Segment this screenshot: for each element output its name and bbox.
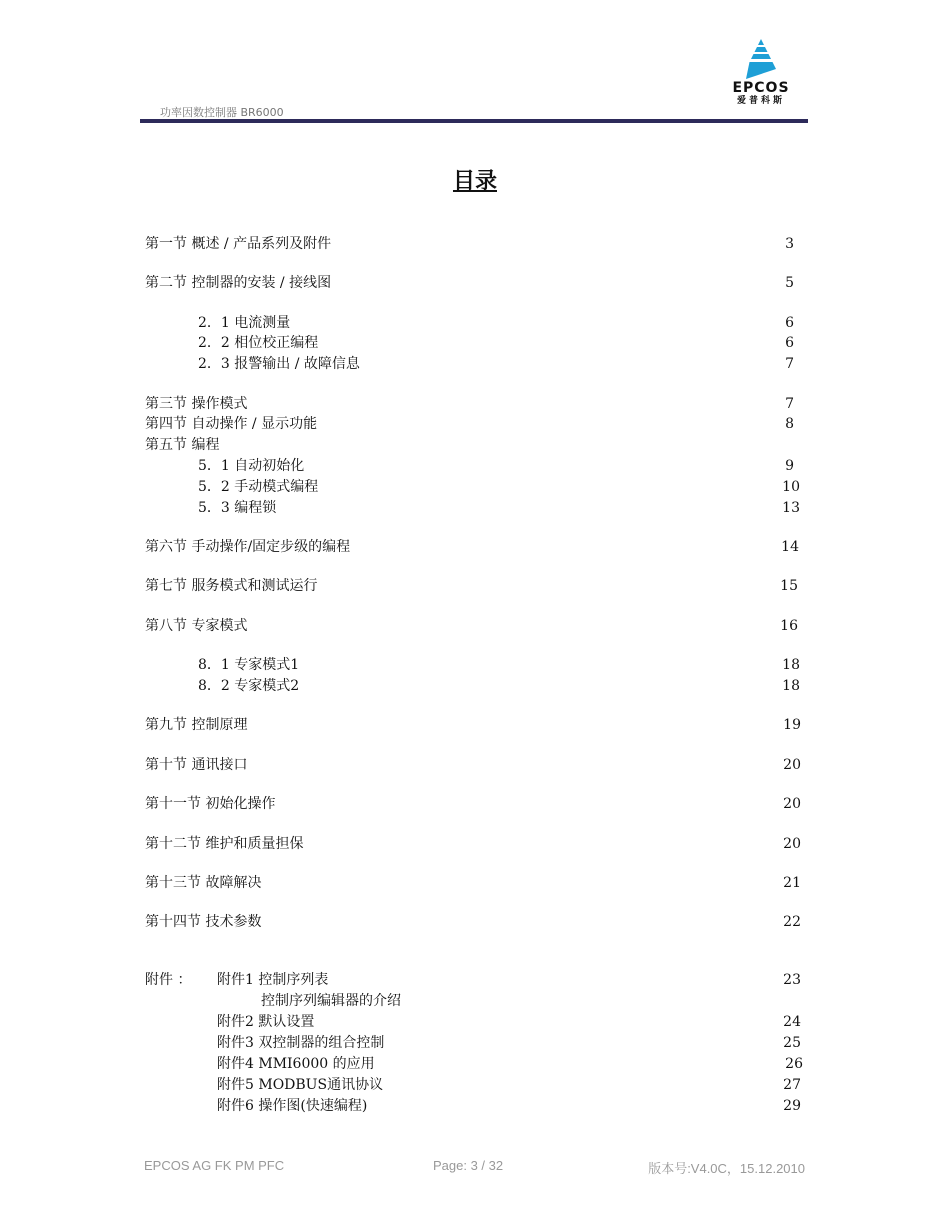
toc-entry[interactable] [145, 755, 801, 775]
toc-entry-label: 第二节 控制器的安装 / 接线图 [145, 275, 332, 291]
toc-entry[interactable] [217, 1033, 801, 1053]
epcos-logo-icon [740, 38, 782, 80]
toc-entry-page: 13 [782, 500, 800, 516]
toc-entry[interactable] [198, 498, 800, 518]
toc-entry-page: 23 [783, 972, 801, 988]
toc-entry[interactable] [145, 912, 801, 932]
toc-entry-page: 24 [783, 1014, 801, 1030]
toc-entry[interactable] [217, 1075, 801, 1095]
toc-entry[interactable] [145, 834, 801, 854]
toc-entry-page: 15 [780, 578, 798, 594]
toc-entry-label: 第六节 手动操作/固定步级的编程 [145, 539, 351, 555]
toc-entry-page: 3 [785, 236, 794, 252]
toc-entry[interactable] [145, 537, 799, 557]
toc-entry-page: 5 [785, 275, 794, 291]
logo-wordmark: EPCOS [732, 80, 790, 96]
toc-entry-page: 6 [785, 315, 794, 331]
toc-entry[interactable] [198, 313, 794, 333]
footer-version: 版本号:V4.0C，15.12.2010 [648, 1161, 805, 1176]
toc-entry-page: 16 [780, 618, 798, 634]
toc-entry-label: 第三节 操作模式 [145, 396, 248, 412]
toc-entry[interactable] [145, 234, 794, 254]
toc-entry-page: 25 [783, 1035, 801, 1051]
toc-entry[interactable] [217, 970, 801, 990]
toc-entry[interactable] [198, 354, 794, 374]
toc-entry-label: 8．2 专家模式2 [198, 678, 300, 694]
toc-entry-label: 附件2 默认设置 [217, 1014, 315, 1030]
toc-entry-page: 22 [783, 914, 801, 930]
document-header-title: 功率因数控制器 BR6000 [160, 106, 284, 119]
toc-entry-label: 2．2 相位校正编程 [198, 335, 319, 351]
toc-entry[interactable] [198, 456, 794, 476]
toc-entry-label: 第十四节 技术参数 [145, 914, 262, 930]
toc-entry-page: 20 [783, 757, 801, 773]
toc-entry-label: 5．3 编程锁 [198, 500, 277, 516]
toc-entry[interactable] [198, 333, 794, 353]
toc-entry-label: 第十一节 初始化操作 [145, 796, 276, 812]
footer-company: EPCOS AG FK PM PFC [144, 1158, 285, 1173]
toc-entry-label: 第五节 编程 [145, 437, 220, 453]
toc-entry-page: 6 [785, 335, 794, 351]
toc-entry[interactable] [145, 394, 794, 414]
toc-entry[interactable] [261, 991, 801, 1011]
toc-entry-page: 7 [785, 356, 794, 372]
toc-entry-label: 第十节 通讯接口 [145, 757, 248, 773]
toc-entry-page: 20 [783, 796, 801, 812]
toc-entry[interactable] [145, 435, 794, 455]
toc-entry [145, 970, 205, 990]
toc-title: 目录 [452, 169, 497, 194]
toc-entry-page: 7 [785, 396, 794, 412]
toc-entry-label: 第十二节 维护和质量担保 [145, 836, 304, 852]
toc-entry[interactable] [217, 1054, 803, 1074]
toc-entry-label: 附件1 控制序列表 [217, 972, 329, 988]
footer-page-number: Page: 3 / 32 [433, 1158, 504, 1173]
toc-entry-label: 2．3 报警输出 / 故障信息 [198, 356, 360, 372]
toc-entry-label: 第十三节 故障解决 [145, 875, 262, 891]
toc-entry[interactable] [198, 477, 800, 497]
toc-entry-label: 第八节 专家模式 [145, 618, 248, 634]
toc-entry-page: 21 [783, 875, 801, 891]
toc-entry-page: 20 [783, 836, 801, 852]
logo-subtitle: 爱普科斯 [736, 96, 785, 106]
toc-entry-page: 8 [785, 416, 794, 432]
toc-entry[interactable] [198, 676, 800, 696]
toc-entry-label: 附件3 双控制器的组合控制 [217, 1035, 385, 1051]
toc-entry-page: 19 [783, 717, 801, 733]
toc-entry[interactable] [198, 655, 800, 675]
toc-entry-label: 8．1 专家模式1 [198, 657, 300, 673]
toc-entry-page: 18 [782, 657, 800, 673]
toc-entry[interactable] [145, 576, 798, 596]
toc-entry-label: 控制序列编辑器的介绍 [261, 993, 401, 1009]
toc-entry[interactable] [217, 1012, 801, 1032]
toc-entry-page: 27 [783, 1077, 801, 1093]
toc-entry-page: 29 [783, 1098, 801, 1114]
toc-entry-label: 附件4 MMI6000 的应用 [217, 1056, 375, 1072]
toc-entry-label: 第一节 概述 / 产品系列及附件 [145, 236, 332, 252]
toc-entry-label: 附件 ： [145, 972, 192, 988]
toc-entry[interactable] [217, 1096, 801, 1116]
toc-entry[interactable] [145, 616, 798, 636]
header-divider [140, 119, 808, 123]
toc-entry[interactable] [145, 414, 794, 434]
toc-entry-page: 9 [785, 458, 794, 474]
toc-entry[interactable] [145, 273, 794, 293]
toc-entry[interactable] [145, 794, 801, 814]
toc-entry[interactable] [145, 873, 801, 893]
toc-entry-label: 2．1 电流测量 [198, 315, 291, 331]
toc-entry-label: 第九节 控制原理 [145, 717, 248, 733]
toc-entry-page: 14 [781, 539, 799, 555]
toc-entry-label: 附件5 MODBUS通讯协议 [217, 1077, 384, 1093]
toc-entry-page: 10 [782, 479, 800, 495]
toc-entry-page: 18 [782, 678, 800, 694]
toc-entry-label: 第四节 自动操作 / 显示功能 [145, 416, 318, 432]
toc-entry-label: 5．2 手动模式编程 [198, 479, 319, 495]
epcos-logo [726, 38, 796, 107]
toc-entry-label: 第七节 服务模式和测试运行 [145, 578, 318, 594]
toc-entry[interactable] [145, 715, 801, 735]
toc-entry-page: 26 [785, 1056, 803, 1072]
toc-entry-label: 5．1 自动初始化 [198, 458, 305, 474]
toc-entry-label: 附件6 操作图(快速编程) [217, 1098, 368, 1114]
